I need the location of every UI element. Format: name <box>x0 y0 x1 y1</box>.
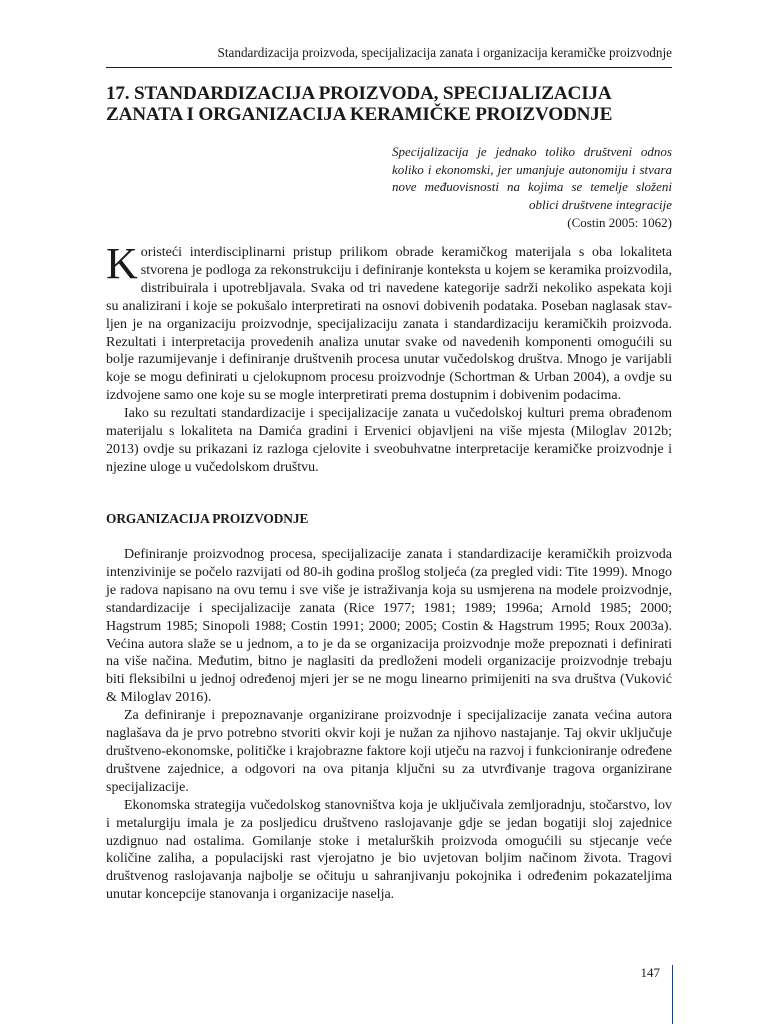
epigraph-quote: Specijalizacija je jednako toliko društveni odnos koliko i ekonomski, jer umanjuje autonomiju i stvara nove međuovisnosti na kojima se temelje složeni oblici društvene integracije <box>392 144 672 212</box>
epigraph-citation: (Costin 2005: 1062) <box>567 215 672 230</box>
intro-text <box>106 239 672 477</box>
epigraph <box>392 143 672 232</box>
drop-cap: K <box>106 239 138 288</box>
chapter-title: 17. STANDARDIZACIJA PROIZVODA, SPECIJALIZACIJA ZANATA I ORGANIZACIJA KERAMIČKE PROIZVODNJE <box>106 83 613 125</box>
section-paragraph-3: Ekonomska strategija vučedolskog stanovništva koja je uključivala zemljoradnju, stočarstvo, lov i metalurgiju imala je za posljedicu društveno raslojavanje gdje se jedan bogatiji sloj zajednice uzdignuo nad ostalima. Gomilanje stoke i metalurških proizvoda omogućili su stjecanje veće količine zaliha, a populacijski rast vjerojatno je bio uvjetovan boljim načinom života. Tragovi društvenog raslojavanja najbolje se očituju u sahranjivanju pokojnika i određenim pokazateljima unutar koncepcije stanovanja i organizacije naselja. <box>106 797 672 903</box>
page-edge-rule <box>672 965 673 1024</box>
intro-paragraph-1 <box>106 239 672 405</box>
intro-paragraph-2: Iako su rezultati standardizacije i specijalizacije zanata u vučedolskoj kulturi prema obrađenom materijalu s lokaliteta na Damića gradini i Ervenici objavljeni na više mjesta (Miloglav 2012b; 2013) ovdje su prikazani iz razloga cjelovite i sveobuhvatne interpretacije keramičke proizvodnje i njezine uloge u vučedolskom društvu. <box>106 406 672 475</box>
page-number: 147 <box>640 965 660 980</box>
intro-paragraph-1-text: oristeći interdisciplinarni pristup prilikom obrade keramičkog materijala s oba lokaliteta stvorena je podloga za rekonstrukciju i definiranje konteksta u kojem se keramika proizvodila, distribuirala i upotrebljavala. Svaka od tri navedene kategorije sadrži nekoliko aspekata koji su analizirani i koje se pokušalo interpretirati na osnovi dobivenih podataka. Poseban naglasak stavljen je na organizaciju proizvodnje, specijalizaciju zanata i standardizaciju keramičkih proizvoda. Rezultati i interpretacija provedenih analiza unutar svake od navedenih komponenti omogućili su bolje razumijevanje i definiranje društvenih procesa unutar vučedolskog društva. Mnogo je varijabli koje se mogu definirati u cjelokupnom procesu proizvodnje (Schortman & Urban 2004), a ovdje su izdvojene samo one koje su se mogle interpretirati prema dostupnim i dobivenim podacima. <box>106 245 672 404</box>
section-paragraph-2: Za definiranje i prepoznavanje organizirane proizvodnje i specijalizacije zanata većina autora naglašava da je prvo potrebno stvoriti okvir koji je nužan za njihovo nastajanje. Taj okvir uključuje društveno-ekonomske, političke i krajobrazne faktore koji utječu na razvoj i funkcioniranje određene društvene zajednice, a odgovori na ova pitanja ključni su za utvrđivanje tragova organizirane specijalizacije. <box>106 708 672 795</box>
section-paragraph-1: Definiranje proizvodnog procesa, specijalizacije zanata i standardizacije keramičkih proizvoda intenzivinije se počelo razvijati od 80-ih godina prošlog stoljeća (za pregled vidi: Tite 1999). Mnogo je radova napisano na ovu temu i sve više je istraživanja koja su usmjerena na modele proizvodnje, standardizacije i specijalizacije zanata (Rice 1977; 1981; 1989; 1996a; Arnold 1985; 2000; Hagstrum 1985; Sinopoli 1988; Costin 1991; 2000; 2005; Costin & Hagstrum 1995; Roux 2003a). Većina autora slaže se u jednom, a to je da se organizacija proizvodnje može prepoznati i definirati na više načina. Međutim, bitno je naglasiti da predloženi modeli organizacije proizvodnje trebaju biti fleksibilni u jednoj određenoj mjeri jer se ne mogu linearno primijeniti na sva društva (Vuković & Miloglav 2016). <box>106 547 672 706</box>
running-head: Standardizacija proizvoda, specijalizacija zanata i organizacija keramičke proizvodnje <box>106 44 672 68</box>
section-heading: ORGANIZACIJA PROIZVODNJE <box>106 511 309 526</box>
section-text <box>106 546 672 904</box>
